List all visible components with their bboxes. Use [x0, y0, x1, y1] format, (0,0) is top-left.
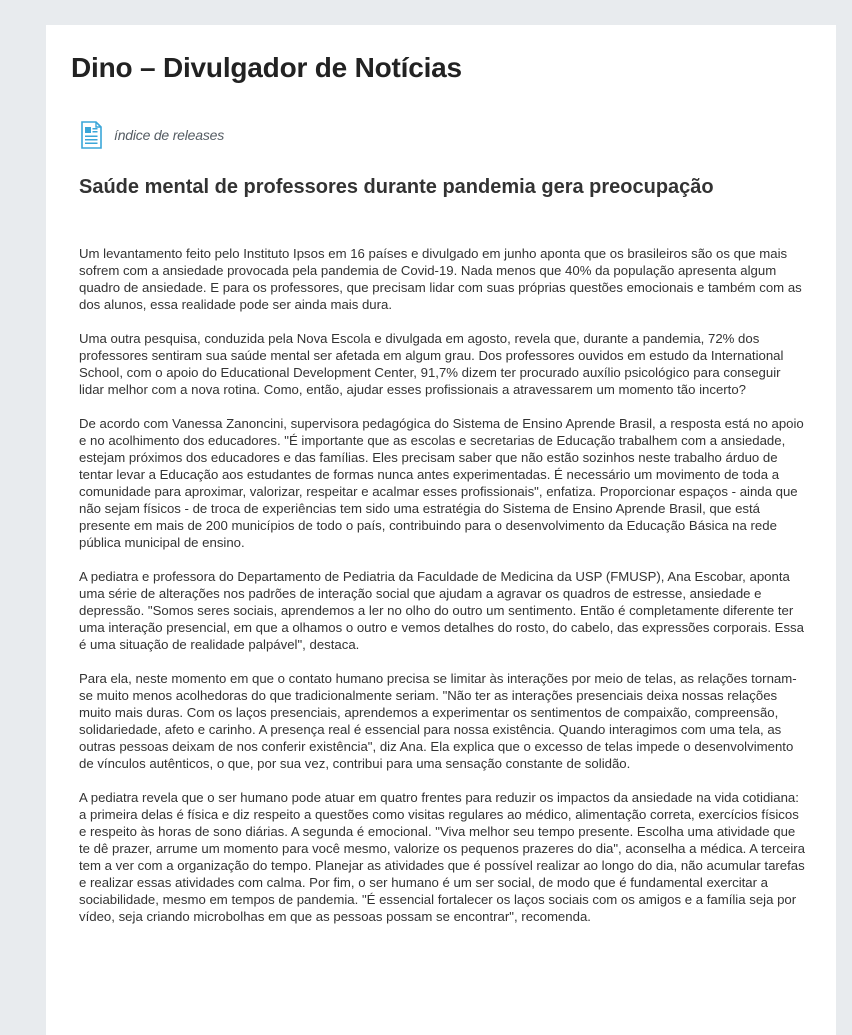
article-paragraph: De acordo com Vanessa Zanoncini, supervisora pedagógica do Sistema de Ensino Aprende Brasil, a resposta está no apoio e no acolhimento dos educadores. "É importante que as escolas e secretarias de Educação trabalhem com a ansiedade, estejam próximos dos educadores e das famílias. Eles precisam saber que não estão sozinhos neste trabalho árduo de tentar levar a Educação aos estudantes de formas nunca antes experimentadas. É necessário um movimento de toda a comunidade para aproximar, valorizar, respeitar e acalmar esses profissionais", enfatiza. Proporcionar espaços - ainda que não sejam físicos - de troca de experiências tem sido uma estratégia do Sistema de Ensino Aprende Brasil, que está presente em mais de 200 municípios de todo o país, contribuindo para o desenvolvimento da Educação Básica na rede pública municipal de ensino. [79, 416, 804, 550]
article-paragraph: A pediatra e professora do Departamento de Pediatria da Faculdade de Medicina da USP (FMUSP), Ana Escobar, aponta uma série de alterações nos padrões de interação social que ajudam a agravar os quadros de estresse, ansiedade e depressão. "Somos seres sociais, aprendemos a ler no olho do outro um sentimento. Então é completamente diferente ter uma interação presencial, em que a olhamos o outro e vemos detalhes do rosto, do cabelo, das expressões corporais. Essa é uma situação de realidade palpável", destaca. [79, 569, 804, 652]
article-paragraph: A pediatra revela que o ser humano pode atuar em quatro frentes para reduzir os impactos da ansiedade na vida cotidiana: a primeira delas é física e diz respeito a questões como visitas regulares ao médico, alimentação correta, exercícios físicos e respeito às horas de sono diárias. A segunda é emocional. "Viva melhor seu tempo presente. Escolha uma atividade que te dê prazer, arrume um momento para você mesmo, valorize os pequenos prazeres do dia", aconselha a médica. A terceira tem a ver com a organização do tempo. Planejar as atividades que é possível realizar ao longo do dia, não acumular tarefas e realizar essas atividades com calma. Por fim, o ser humano é um ser social, de modo que é fundamental exercitar a sociabilidade, mesmo em tempos de pandemia. "É essencial fortalecer os laços sociais com os amigos e a família seja por vídeo, seja criando microbolhas em que as pessoas possam se encontrar", recomenda. [79, 790, 805, 924]
article-paragraph: Uma outra pesquisa, conduzida pela Nova Escola e divulgada em agosto, revela que, durante a pandemia, 72% dos professores sentiram sua saúde mental ser afetada em algum grau. Dos professores ouvidos em estudo da International School, com o apoio do Educational Development Center, 91,7% dizem ter procurado auxílio psicológico para conseguir lidar melhor com a nova rotina. Como, então, ajudar esses profissionais a atravessarem um momento tão incerto? [79, 331, 784, 397]
site-title: Dino – Divulgador de Notícias [71, 52, 462, 83]
content-card [46, 25, 836, 1035]
release-index-link[interactable] [80, 121, 224, 149]
document-icon [80, 121, 102, 149]
release-index-label: índice de releases [114, 127, 225, 143]
article-title: Saúde mental de professores durante pandemia gera preocupação [79, 176, 714, 198]
article-body [79, 245, 805, 942]
article-paragraph: Um levantamento feito pelo Instituto Ipsos em 16 países e divulgado em junho aponta que os brasileiros são os que mais sofrem com a ansiedade provocada pela pandemia de Covid-19. Nada menos que 40% da população apresenta algum quadro de ansiedade. E para os professores, que precisam lidar com suas próprias questões emocionais e também com as dos alunos, essa realidade pode ser ainda mais dura. [79, 246, 802, 312]
article-paragraph: Para ela, neste momento em que o contato humano precisa se limitar às interações por meio de telas, as relações tornam-se muito menos acolhedoras do que tradicionalmente seriam. "Não ter as interações presenciais deixa nossas relações muito mais duras. Com os laços presenciais, aprendemos a experimentar os sentimentos de compaixão, compreensão, solidariedade, afeto e carinho. A presença real é essencial para nossa existência. Quando interagimos com uma tela, as outras pessoas deixam de nos conferir existência", diz Ana. Ela explica que o excesso de telas impede o desenvolvimento de vínculos autênticos, o que, por sua vez, contribui para uma sensação constante de solidão. [79, 671, 797, 771]
